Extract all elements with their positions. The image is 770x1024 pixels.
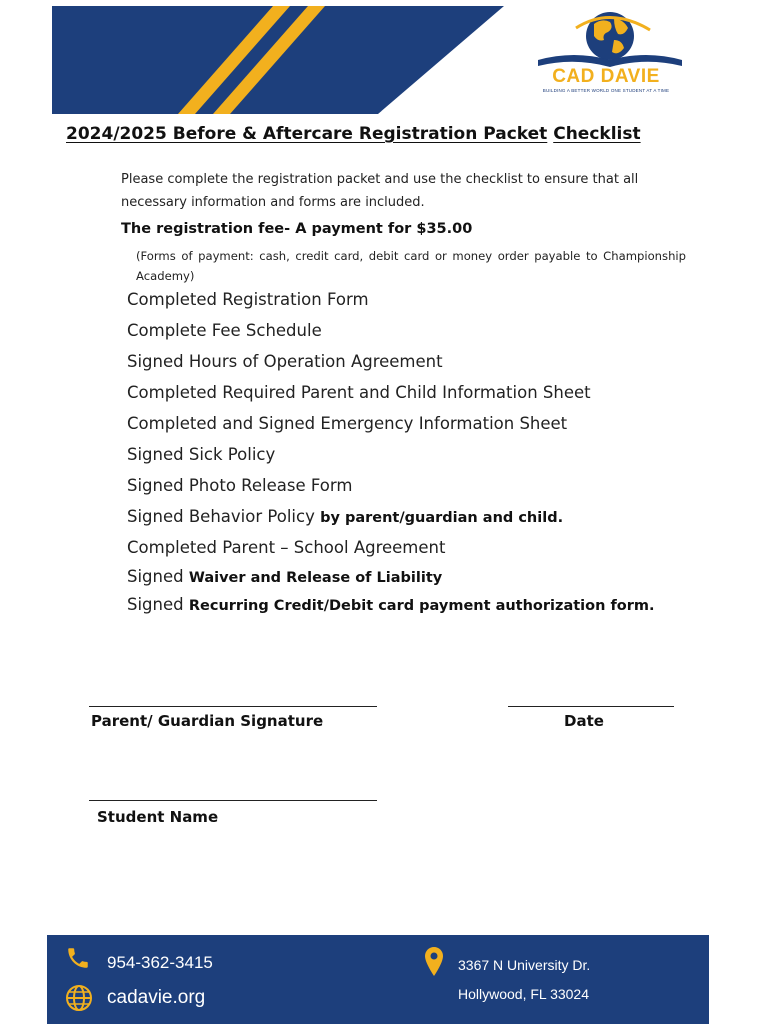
phone-icon <box>65 945 91 971</box>
checklist-item-emphasis: by parent/guardian and child. <box>320 510 564 526</box>
title-underlined: 2024/2025 Before & Aftercare Registration Packet <box>66 124 548 144</box>
checklist-item-text: Signed <box>127 567 189 586</box>
page-title <box>66 124 686 144</box>
registration-fee: The registration fee- A payment for $35.00 <box>121 221 473 237</box>
title-checklist: Checklist <box>553 124 641 144</box>
date-label: Date <box>564 712 604 730</box>
checklist-item <box>127 507 563 526</box>
checklist-item-emphasis: Recurring Credit/Debit card payment authorization form. <box>188 598 655 614</box>
globe-icon <box>65 984 93 1012</box>
parent-signature-line <box>89 706 377 707</box>
logo-tagline: BUILDING A BETTER WORLD ONE STUDENT AT A TIME <box>542 88 670 93</box>
student-name-line <box>89 800 377 801</box>
checklist-item <box>127 567 442 586</box>
footer-contact-bar <box>47 935 709 1024</box>
logo-wordmark: CAD DAVIE <box>552 66 660 87</box>
parent-signature-label: Parent/ Guardian Signature <box>91 712 324 730</box>
checklist-item: Completed and Signed Emergency Information Sheet <box>127 414 568 433</box>
footer-website[interactable]: cadavie.org <box>107 987 206 1008</box>
payment-forms-note: (Forms of payment: cash, credit card, debit card or money order payable to Championship Academy) <box>136 249 686 283</box>
checklist-item <box>127 595 655 614</box>
date-line <box>508 706 674 707</box>
checklist-item: Completed Parent – School Agreement <box>127 538 446 557</box>
intro-text: Please complete the registration packet and use the checklist to ensure that all necessary information and forms are included. <box>121 172 639 210</box>
header-banner <box>52 6 512 114</box>
location-pin-icon <box>424 946 444 978</box>
checklist-item-text: Signed Behavior Policy <box>127 507 321 526</box>
checklist-item: Signed Hours of Operation Agreement <box>127 352 443 371</box>
student-name-label: Student Name <box>97 808 219 826</box>
checklist-item-text: Signed <box>127 595 189 614</box>
checklist-item: Signed Sick Policy <box>127 445 276 464</box>
checklist-item: Complete Fee Schedule <box>127 321 322 340</box>
checklist-item: Completed Registration Form <box>127 290 369 309</box>
footer-address-line2: Hollywood, FL 33024 <box>458 986 590 1002</box>
footer-phone: 954-362-3415 <box>107 953 213 972</box>
footer-address-line1: 3367 N University Dr. <box>458 957 591 973</box>
checklist-item: Completed Required Parent and Child Information Sheet <box>127 383 591 402</box>
checklist-item-emphasis: Waiver and Release of Liability <box>188 570 443 586</box>
checklist-item: Signed Photo Release Form <box>127 476 353 495</box>
